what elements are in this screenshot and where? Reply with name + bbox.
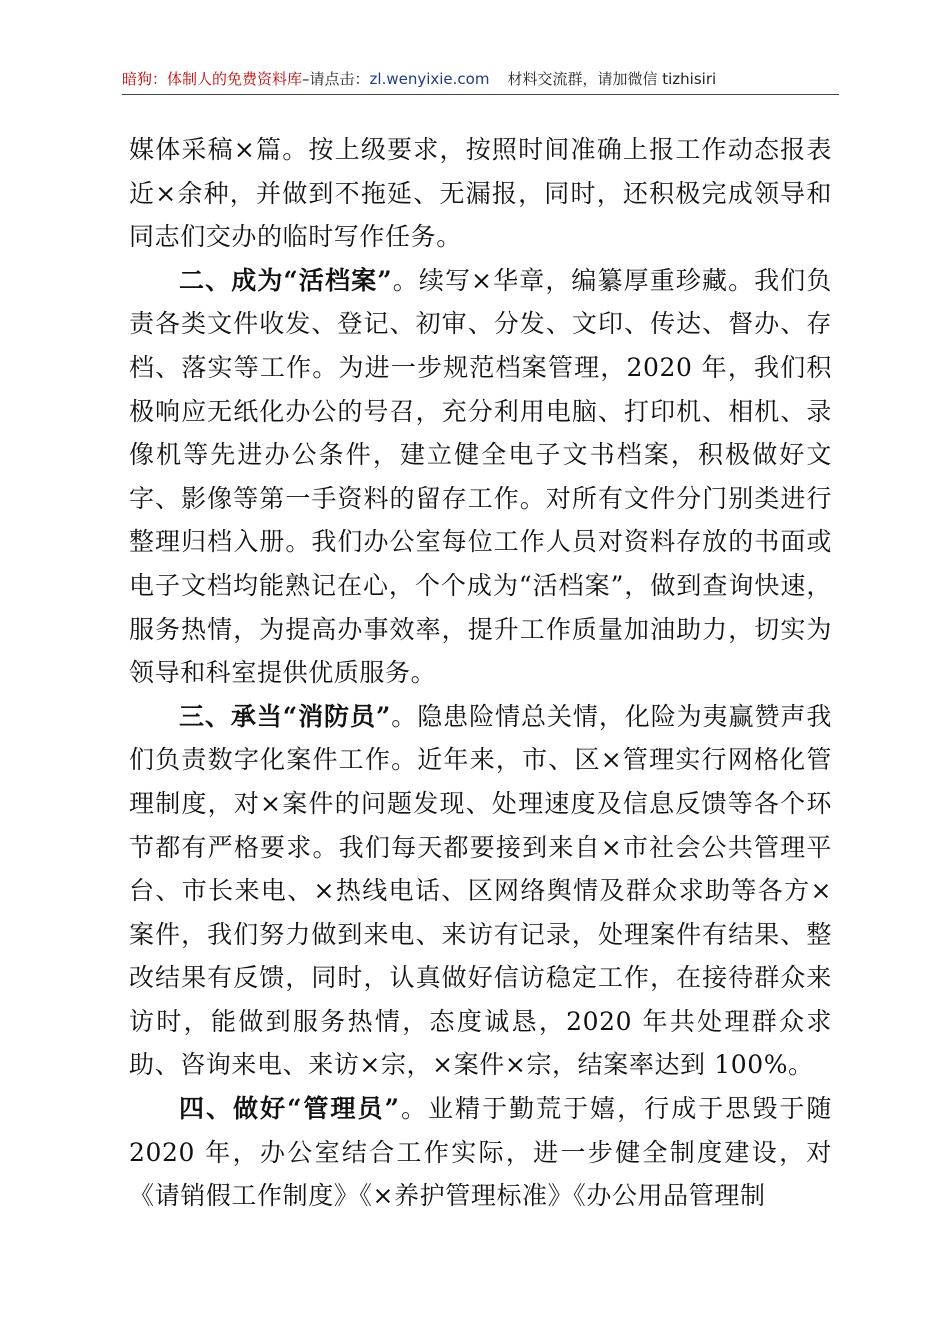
paragraph-section-4 xyxy=(129,1087,832,1218)
paragraph-text: 。续写×华章，编纂厚重珍藏。我们负责各类文件收发、登记、初审、分发、文印、传达、督办、存档、落实等工作。为进一步规范档案管理，2020 年，我们积极响应无纸化办公的号召，充分利用电脑、打印机、相机、录像机等先进办公条件，建立健全电子文书档案，积极做好文字、影像等第一手资料的留存工作。对所有文件分门别类进行整理归档入册。我们办公室每位工作人员对资料存放的书面或电子文档均能熟记在心，个个成为“活档案”，做到查询快速，服务热情，为提高办事效率，提升工作质量加油助力，切实为领导和科室提供优质服务。 xyxy=(129,265,832,688)
paragraph-text: 媒体采稿×篇。按上级要求，按照时间准确上报工作动态报表近×余种，并做到不拖延、无漏报，同时，还积极完成领导和同志们交办的临时写作任务。 xyxy=(129,135,832,252)
header-wechat-note: 材料交流群，请加微信 tizhisiri xyxy=(507,70,717,88)
paragraph-section-2 xyxy=(129,259,832,695)
header-site-name: 暗狗：体制人的免费资料库 xyxy=(122,70,303,88)
header-click-prompt: –请点击： xyxy=(302,70,370,88)
header-link[interactable]: zl.wenyixie.com xyxy=(369,70,490,88)
page-header xyxy=(122,68,839,95)
paragraph-section-3 xyxy=(129,695,832,1087)
section-heading: 二、成为“活档案” xyxy=(179,265,393,295)
paragraph-continuation xyxy=(129,128,832,259)
paragraph-text: 。业精于勤荒于嬉，行成于思毁于随2020 年，办公室结合工作实际，进一步健全制度建设，对《请销假工作制度》《×养护管理标准》《办公用品管理制 xyxy=(129,1094,832,1211)
section-heading: 四、做好“管理员” xyxy=(179,1094,400,1124)
paragraph-text: 。隐患险情总关情，化险为夷赢赞声我们负责数字化案件工作。近年来，市、区×管理实行网格化管理制度，对×案件的问题发现、处理速度及信息反馈等各个环节都有严格要求。我们每天都要接到来自×市社会公共管理平台、市长来电、×热线电话、区网络舆情及群众求助等各方×案件，我们努力做到来电、来访有记录，处理案件有结果、整改结果有反馈，同时，认真做好信访稳定工作，在接待群众来访时，能做到服务热情，态度诚恳，2020 年共处理群众求助、咨询来电、来访×宗，×案件×宗，结案率达到 100%。 xyxy=(129,701,832,1080)
section-heading: 三、承当“消防员” xyxy=(179,701,391,731)
document-body xyxy=(129,128,832,1218)
